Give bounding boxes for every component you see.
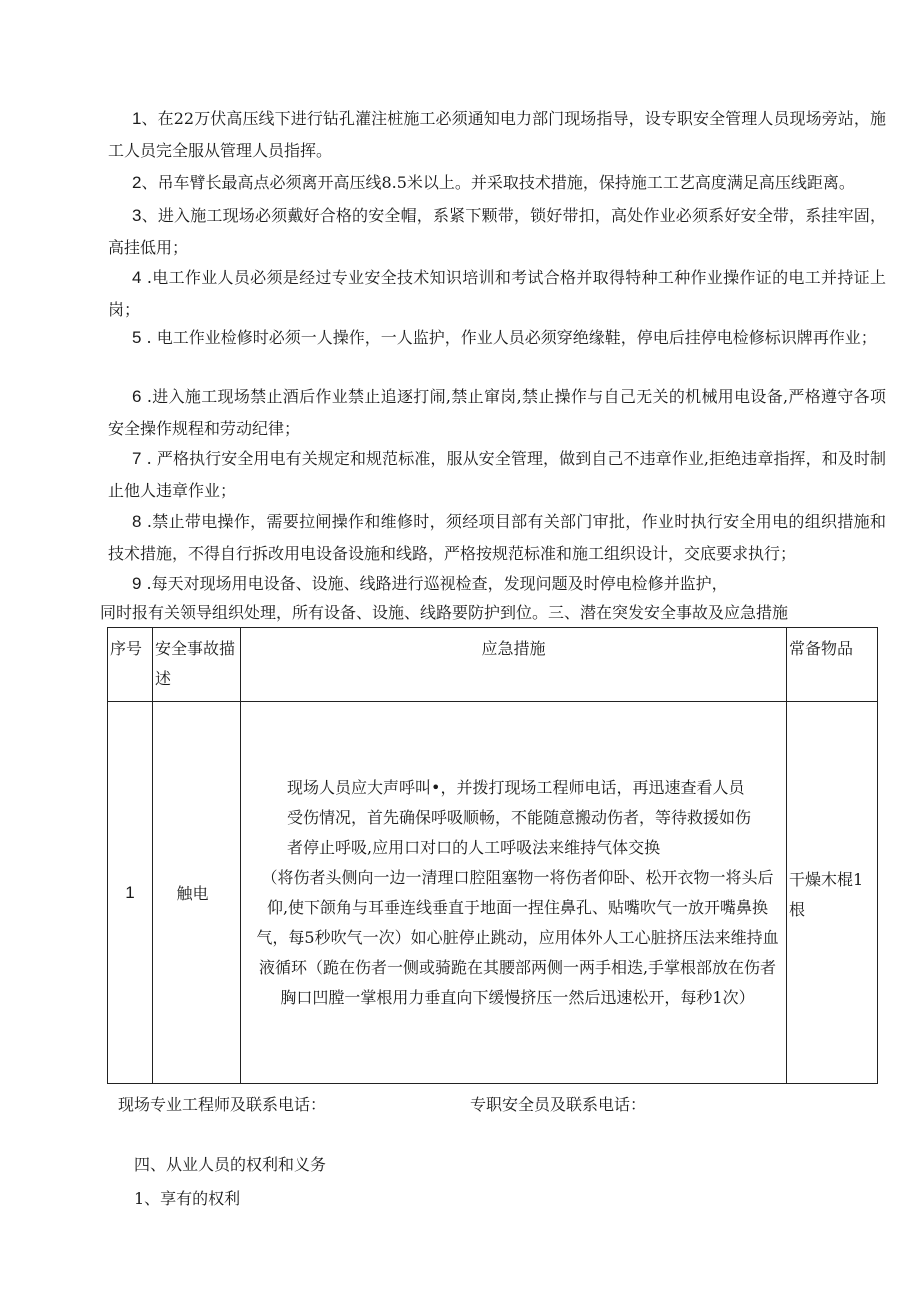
rule-9-continuation: 同时报有关领导组织处理，所有设备、设施、线路要防护到位。三、潜在突发安全事故及应急措施 [100, 603, 789, 622]
rule-4 [108, 262, 886, 326]
emergency-measures-table [107, 627, 878, 1084]
rule-number: 1 [132, 109, 142, 128]
rule-text: 、吊车臂长最高点必须离开高压线8.5米以上。并采取技术措施，保持施工工艺高度满足高压线距离。 [141, 173, 855, 192]
rule-1 [108, 103, 886, 167]
rule-number: 2 [132, 173, 142, 192]
rule-text: 、进入施工现场必须戴好合格的安全帽，系紧下颗带，锁好带扣，高处作业必须系好安全带，系挂牢固，高挂低用； [108, 206, 886, 257]
rule-text: .每天对现场用电设备、设施、线路进行巡视检查，发现问题及时停电检修并监护， [141, 574, 728, 593]
engineer-contact-label: 现场专业工程师及联系电话： [118, 1095, 327, 1114]
header-supplies: 常备物品 [787, 628, 878, 702]
rule-text: 、在22万伏高压线下进行钻孔灌注桩施工必须通知电力部门现场指导，设专职安全管理人员现场旁站，施工人员完全服从管理人员指挥。 [108, 109, 886, 160]
header-measures: 应急措施 [241, 628, 787, 702]
rule-number: 3 [132, 206, 142, 225]
table-header-row [108, 628, 878, 702]
rule-text: .电工作业人员必须是经过专业安全技术知识培训和考试合格并取得特种工种作业操作证的电工并持证上岗； [108, 268, 886, 319]
header-index: 序号 [108, 628, 153, 702]
rule-number: 9 [132, 574, 142, 593]
rule-text: . 电工作业检修时必须一人操作，一人监护，作业人员必须穿绝缘鞋，停电后挂停电检修标识牌再作业； [141, 328, 877, 347]
rule-6 [108, 381, 886, 445]
row-supplies: 干燥木棍1根 [787, 702, 878, 1084]
rule-text: .进入施工现场禁止酒后作业禁止追逐打闹,禁止窜岗,禁止操作与自己无关的机械用电设备,严格遵守各项安全操作规程和劳动纪律； [108, 387, 886, 438]
rule-number: 8 [132, 512, 142, 531]
rule-7 [108, 443, 886, 507]
row-measures [241, 702, 787, 1084]
row-accident-type: 触电 [153, 702, 241, 1084]
rule-number: 6 [132, 387, 142, 406]
section-4-subtitle: 1、享有的权利 [134, 1189, 241, 1208]
rule-8 [108, 506, 886, 570]
rule-number: 7 [132, 449, 142, 468]
rule-text: .禁止带电操作，需要拉闸操作和维修时，须经项目部有关部门审批，作业时执行安全用电的组织措施和技术措施，不得自行拆改用电设备设施和线路，严格按规范标准和施工组织设计，交底要求执行； [108, 512, 886, 563]
rule-number: 5 [132, 328, 142, 347]
rule-3 [108, 200, 886, 264]
rule-9 [108, 568, 886, 600]
rule-2 [108, 167, 886, 199]
row-index: 1 [108, 702, 153, 1084]
safety-officer-contact-label: 专职安全员及联系电话： [470, 1095, 647, 1114]
header-type: 安全事故描述 [153, 628, 241, 702]
rule-text: . 严格执行安全用电有关规定和规范标准，服从安全管理，做到自己不违章作业,拒绝违章指挥，和及时制止他人违章作业； [108, 449, 886, 500]
measures-body: （将伤者头侧向一边一清理口腔阻塞物一将伤者仰卧、松开衣物一将头后仰,使下颌角与耳垂连线垂直于地面一捏住鼻孔、贴嘴吹气一放开嘴鼻换气，每5秒吹气一次）如心脏停止跳动，应用体外人工心脏挤压法来维持血液循环（跪在伤者一侧或骑跪在其腰部两侧一两手相迭,手掌根部放在伤者胸口凹膛一掌根用力垂直向下缓慢挤压一然后迅速松开，每秒1次） [256, 867, 779, 1007]
rule-number: 4 [132, 268, 142, 287]
measures-lead: 现场人员应大声呼叫•，并拨打现场工程师电话，再迅速查看人员受伤情况，首先确保呼吸顺畅，不能随意搬动伤者，等待救援如伤者停止呼吸,应用口对口的人工呼吸法来维持气体交换 [287, 777, 752, 857]
rule-5 [108, 322, 886, 354]
table-row [108, 702, 878, 1084]
section-4-title: 四、从业人员的权利和义务 [134, 1155, 327, 1174]
